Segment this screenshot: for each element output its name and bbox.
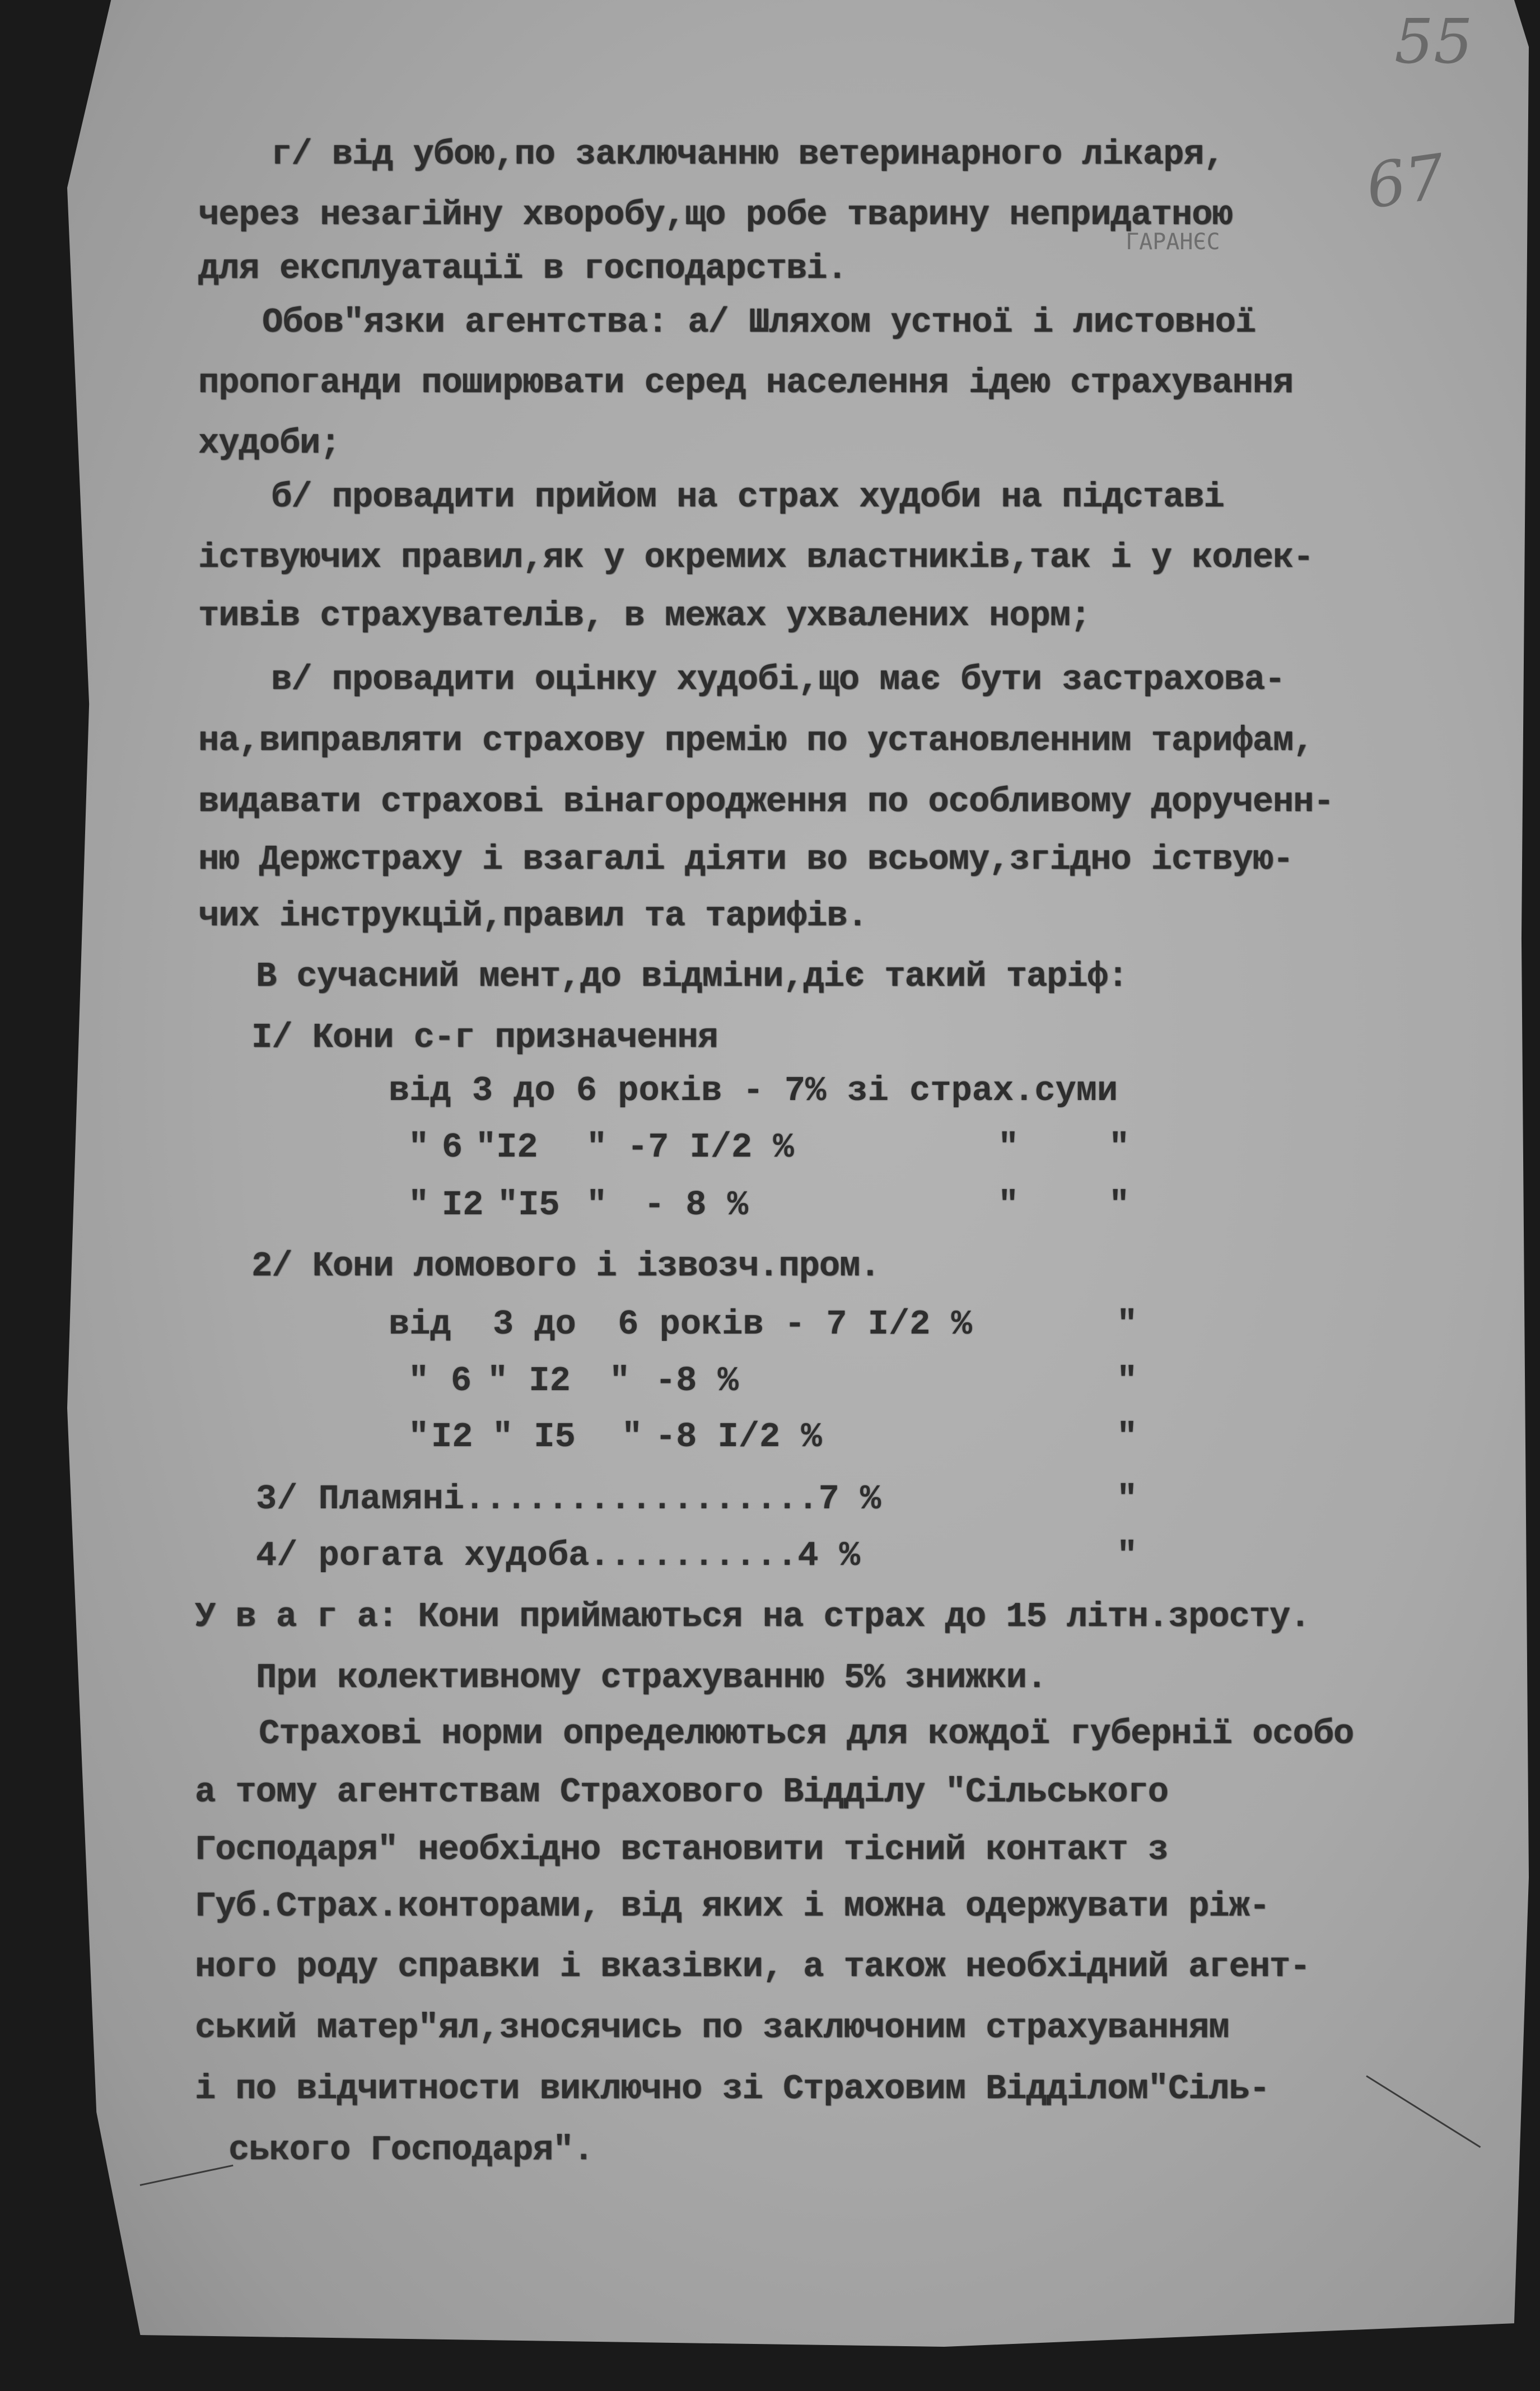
ditto-mark: " — [998, 1127, 1019, 1167]
ditto-mark: " — [1109, 1185, 1130, 1225]
text-line: г/ від убою,по заключанню ветеринарного лікаря, — [271, 134, 1224, 174]
ditto-mark: " — [1117, 1417, 1138, 1457]
age-to: " I2 — [487, 1361, 571, 1401]
age-from: I2 — [442, 1185, 484, 1225]
text-line: В сучасний мент,до відміни,діє такий таріф: — [256, 957, 1128, 996]
tariff-item-4: 4/ рогата худоба..........4 % — [256, 1536, 860, 1576]
text-line: на,виправляти страхову премію по установленним тарифам, — [198, 721, 1314, 761]
note-line: У в а г а: Кони приймаються на страх до 15 літн.зросту. — [195, 1597, 1310, 1637]
text-line: ського Господаря". — [228, 2130, 594, 2170]
text-line: Обов"язки агентства: а/ Шляхом устної і листовної — [262, 302, 1256, 342]
text-line: тивів страхувателів, в межах ухвалених норм; — [198, 596, 1091, 636]
text-line: худоби; — [198, 423, 340, 463]
handwritten-folio-number: 67 — [1361, 140, 1450, 223]
text-line: Господаря" необхідно встановити тісний контакт з — [195, 1830, 1168, 1870]
text-line: ський матер"ял,зносячись по заключоним страхуванням — [195, 2008, 1229, 2048]
rate: - 8 % — [644, 1185, 749, 1225]
ditto-mark: " — [998, 1185, 1019, 1225]
tariff-item-3: 3/ Пламяні.................7 % — [256, 1479, 881, 1519]
stamp-mark: ГАРАНЄС — [1126, 229, 1220, 255]
tariff-group-1-title: I/ Кони с-г призначення — [251, 1018, 718, 1057]
ditto-mark: " — [1109, 1127, 1130, 1167]
text-line: Губ.Страх.конторами, від яких і можна одержувати ріж- — [195, 1886, 1270, 1926]
ditto-mark: " — [1117, 1304, 1138, 1344]
rate: -8 % — [655, 1361, 739, 1401]
age-to: "I2 — [475, 1127, 538, 1167]
ditto-mark: " — [609, 1361, 631, 1401]
text-line: При колективному страхуванню 5% знижки. — [256, 1658, 1047, 1698]
ditto-mark: " — [408, 1361, 430, 1401]
ditto-mark: " — [622, 1417, 643, 1457]
ditto-mark: " — [1117, 1536, 1138, 1576]
ditto-mark: " — [408, 1185, 430, 1225]
text-line: пропоганди поширювати серед населення ідею страхування — [198, 363, 1294, 403]
age-from: 6 — [442, 1127, 463, 1167]
ditto-mark: " — [1117, 1479, 1138, 1519]
ditto-mark: " — [408, 1127, 430, 1167]
text-line: чих інструкцій,правил та тарифів. — [198, 896, 867, 936]
text-line: через незагійну хворобу,що робе тварину непридатною — [198, 195, 1233, 235]
ditto-mark: " — [408, 1417, 430, 1457]
age-to: " I5 — [492, 1417, 576, 1457]
text-line: іствуючих правил,як у окремих властників,так і у колек- — [198, 538, 1314, 577]
document-page — [67, 0, 1529, 2347]
text-line: в/ провадити оцінку худобі,що має бути застрахова- — [271, 660, 1285, 700]
rate: -8 I/2 % — [655, 1417, 822, 1457]
rate: -7 I/2 % — [627, 1127, 794, 1167]
ditto-mark: " — [1117, 1361, 1138, 1401]
text-line: і по відчитности виключно зі Страховим Відділом"Сіль- — [195, 2069, 1270, 2109]
text-line: Страхові норми определюються для кождої губернії особо — [259, 1714, 1354, 1754]
ditto-mark: " — [586, 1185, 608, 1225]
text-line: для експлуатації в господарстві. — [198, 249, 847, 288]
rate-text: від 3 до 6 років - 7 I/2 % — [389, 1304, 972, 1344]
age-from: I2 — [431, 1417, 473, 1457]
text-line: ного роду справки і вказівки, а також необхідний агент- — [195, 1947, 1310, 1987]
age-to: "I5 — [497, 1185, 560, 1225]
handwritten-page-number: 55 — [1394, 6, 1473, 77]
tariff-group-2-title: 2/ Кони ломового і ізвозч.пром. — [251, 1246, 880, 1286]
age-from: 6 — [451, 1361, 472, 1401]
ditto-mark: " — [586, 1127, 608, 1167]
text-line: ню Держстраху і взагалі діяти во всьому,згідно іствую- — [198, 840, 1294, 879]
text-line: б/ провадити прийом на страх худоби на підставі — [271, 477, 1224, 517]
text-line: видавати страхові вінагородження по особливому дорученн- — [198, 782, 1334, 822]
text-line: а тому агентствам Страхового Відділу "Сільського — [195, 1772, 1168, 1812]
tariff-row: від 3 до 6 років - 7% зі страх.суми — [389, 1071, 1118, 1111]
